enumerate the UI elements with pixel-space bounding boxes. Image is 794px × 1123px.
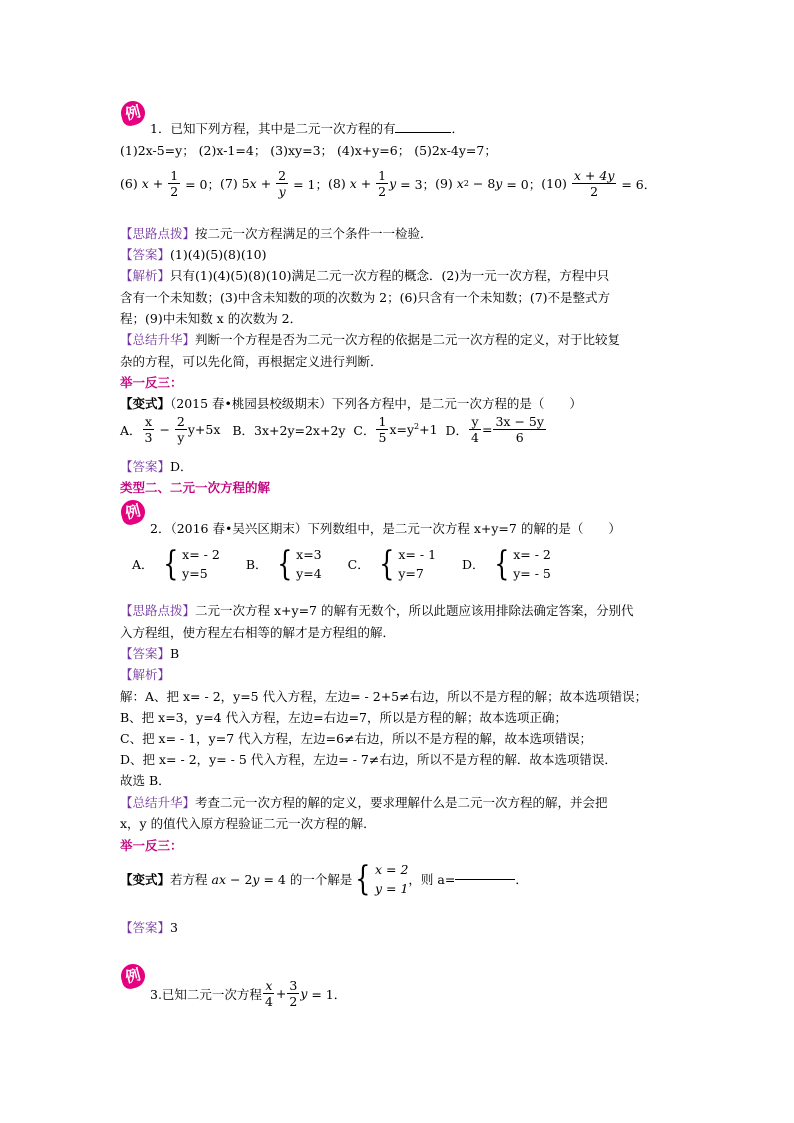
variant2-stem: 【变式】 若方程 ax − 2 y = 4 的一个解是 { x = 2 y = 1 ，则 a= ． [120,859,528,899]
q2-summary-line2: x，y 的值代入原方程验证二元一次方程的解． [120,816,376,831]
q2-solution-1: 解：A、把 x= - 2，y=5 代入方程，左边= - 2+5≠右边，所以不是方程的解；故本选项错误； [120,689,648,704]
variant2-system: { x = 2 y = 1 [355,859,409,899]
q1-analysis-line3: 程；(9)中未知数 x 的次数为 2． [120,311,303,326]
variant1-options: A． $\frac{x}{3}$ − $\frac{2}{y}$ y+5x B．3x+2y=2x+2y C． $\frac{1}{5}$ $x=y^2+1$ D． $\frac{y}{4}$ = $\frac{3x - 5y}{6}$ [120,414,544,445]
q2-hint-line2: 入方程组，使方程左右相等的解才是方程组的解． [120,625,396,640]
example-badge: 例 [118,497,147,526]
q2-solution-4: D、把 x= - 2，y= - 5 代入方程，左边= - 7≠右边，所以不是方程的解．故本选项错误． [120,752,617,767]
q2-solution-2: B、把 x=3，y=4 代入方程，左边=右边=7，所以是方程的解；故本选项正确； [120,710,567,725]
q2-analysis-tag: 【解析】 [120,667,171,682]
q1-summary-line2: 杂的方程，可以先化简，再根据定义进行判断． [120,354,383,369]
practice-heading-1: 举一反三： [120,375,183,390]
section-heading-2: 类型二、二元一次方程的解 [120,480,271,495]
example-badge: 例 [118,961,147,990]
q1-list-line1: (1)2x-5=y； (2)x-1=4； (3)xy=3； (4)x+y=6； (5)2x-4y=7； [120,143,497,158]
example-badge: 例 [118,98,147,127]
q2-option-c: C． { x= - 1 y=7 [347,544,437,584]
variant1-answer: 【答案】D． [120,459,193,474]
q2-solution-3: C、把 x= - 1，y=7 代入方程，左边=6≠右边，所以不是方程的解，故本选项错误； [120,731,593,746]
q2-option-d: D． { x= - 2 y= - 5 [462,544,551,584]
q2-answer: 【答案】B [120,646,180,661]
q1-hint: 【思路点拨】按二元一次方程满足的三个条件一一检验． [120,226,433,241]
q2-summary-line1: 【总结升华】考查二元一次方程的解的定义，要求理解什么是二元一次方程的解，并会把 [120,795,608,810]
variant2-answer: 【答案】3 [120,920,178,935]
q2-solution-5: 故选 B． [120,773,171,788]
q1-answer: 【答案】(1)(4)(5)(8)(10) [120,247,267,262]
q3-stem: 3.已知二元一次方程 $\frac{x}{4}$ + $\frac{3}{2}$ y = 1． [150,978,347,1009]
q1-analysis-line1: 【解析】只有(1)(4)(5)(8)(10)满足二元一次方程的概念．(2)为一元一次方程，方程中只 [120,268,610,283]
q2-hint-line1: 【思路点拨】二元一次方程 x+y=7 的解有无数个，所以此题应该用排除法确定答案，分别代 [120,603,634,618]
q2-option-b: B． { x=3 y=4 [245,544,322,584]
q2-stem: 2．（2016 春•吴兴区期末）下列数组中，是二元一次方程 x+y=7 的解的是（ ） [150,521,621,536]
q2-options [132,545,551,583]
q2-option-a: A． { x= - 2 y=5 [132,544,220,584]
practice-heading-2: 举一反三： [120,838,183,853]
q1-analysis-line2: 含有一个未知数；(3)中含未知数的项的次数为 2；(6)只含有一个未知数；(7)不是整式方 [120,290,611,305]
q1-stem: 1．已知下列方程，其中是二元一次方程的有 ． [150,121,464,136]
variant1-stem: 【变式】（2015 春•桃园县校级期末）下列各方程中，是二元一次方程的是（ ） [120,396,582,411]
q1-summary-line1: 【总结升华】判断一个方程是否为二元一次方程的依据是二元一次方程的定义，对于比较复 [120,332,621,347]
q1-list-line2: (6) x + $\frac{1}{2}$ = 0； (7) 5 x + $\frac{2}{y}$ = 1； (8) x + $\frac{1}{2}$ y = 3； (9) x 2 − 8 y = 0； (10) $\frac{x + 4y}{2}$ = 6． [120,168,657,199]
